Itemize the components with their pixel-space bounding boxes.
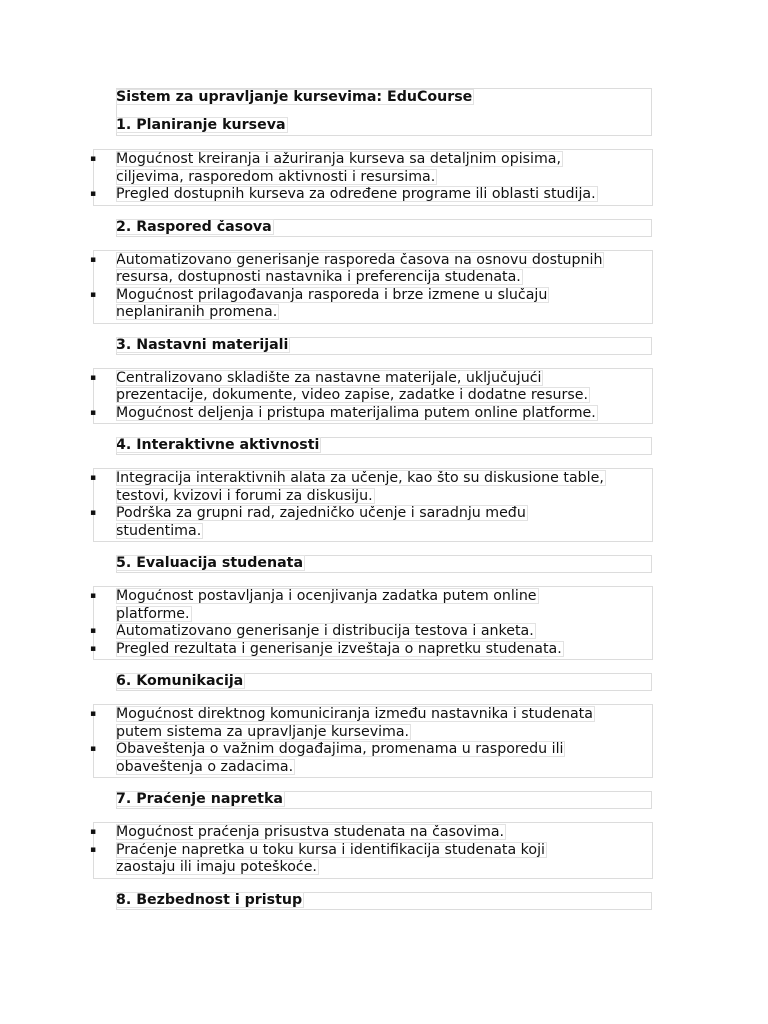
section-heading — [116, 437, 321, 454]
bullet-icon: ▪ — [90, 189, 97, 199]
list-item — [116, 505, 528, 522]
section-heading-text: 7. Praćenje napretka — [116, 791, 283, 807]
bullet-icon: ▪ — [90, 744, 97, 754]
section-heading — [116, 555, 305, 572]
list-item — [116, 842, 547, 859]
list-item-text: zaostaju ili imaju poteškoće. — [116, 859, 317, 875]
list-item-text: Mogućnost prilagođavanja rasporeda i brze izmene u slučaju — [116, 286, 548, 303]
list-item-text: resursa, dostupnosti nastavnika i preferencija studenata. — [116, 269, 521, 285]
list-item — [116, 623, 536, 640]
list-item — [116, 759, 295, 776]
list-item — [116, 287, 549, 304]
list-item-text: testovi, kvizovi i forumi za diskusiju. — [116, 487, 373, 504]
list-item — [116, 151, 563, 168]
section-heading-text: 3. Nastavni materijali — [116, 336, 289, 353]
bullet-icon: ▪ — [90, 626, 97, 636]
list-item — [116, 588, 539, 605]
list-item — [116, 824, 506, 841]
section-heading — [116, 117, 288, 134]
list-item-text: studentima. — [116, 522, 202, 539]
list-item-text: Podrška za grupni rad, zajedničko učenje i saradnju među — [116, 505, 526, 521]
list-item — [116, 470, 606, 487]
section-heading — [116, 219, 274, 236]
bullet-icon: ▪ — [90, 709, 97, 719]
list-item-text: ciljevima, rasporedom aktivnosti i resursima. — [116, 168, 436, 185]
list-item — [116, 741, 565, 758]
bullet-icon: ▪ — [90, 844, 97, 855]
list-item — [116, 304, 279, 321]
list-item — [116, 523, 203, 540]
list-item-text: putem sistema za upravljanje kursevima. — [116, 723, 410, 740]
list-item-text: Mogućnost kreiranja i ažuriranja kurseva sa detaljnim opisima, — [116, 151, 561, 167]
list-item-text: obaveštenja o zadacima. — [116, 758, 294, 775]
section-heading — [116, 337, 290, 354]
section-heading-text: 5. Evaluacija studenata — [116, 555, 304, 571]
bullet-icon: ▪ — [90, 407, 97, 418]
list-item-text: Mogućnost direktnog komuniciranja između nastavnika i studenata — [116, 706, 593, 722]
doc-title-text: Sistem za upravljanje kursevima: EduCourse — [116, 89, 473, 105]
list-item — [116, 387, 590, 404]
section-heading-text: 1. Planiranje kurseva — [116, 117, 286, 133]
bullet-icon: ▪ — [90, 289, 97, 300]
list-item-text: Mogućnost praćenja prisustva studenata na časovima. — [116, 824, 505, 840]
section-heading — [116, 791, 285, 808]
list-item-text: Automatizovano generisanje i distribucija testova i anketa. — [116, 623, 534, 639]
section-heading — [116, 892, 304, 909]
list-item — [116, 606, 192, 623]
list-item-text: Praćenje napretka u toku kursa i identifikacija studenata koji — [116, 841, 545, 858]
bullet-icon: ▪ — [90, 643, 97, 654]
doc-title — [116, 89, 474, 106]
section-heading-text: 6. Komunikacija — [116, 673, 244, 689]
list-item-text: Automatizovano generisanje rasporeda časova na osnovu dostupnih — [116, 251, 603, 268]
list-item-text: Integracija interaktivnih alata za učenje, kao što su diskusione table, — [116, 470, 604, 486]
section-heading-text: 8. Bezbednost i pristup — [116, 891, 303, 908]
list-item — [116, 252, 604, 269]
list-item-text: Centralizovano skladište za nastavne materijale, uključujući — [116, 369, 542, 386]
bullet-icon: ▪ — [90, 508, 97, 518]
list-item — [116, 488, 375, 505]
bullet-icon: ▪ — [90, 591, 97, 601]
list-item-text: Pregled dostupnih kurseva za određene programe ili oblasti studija. — [116, 186, 596, 202]
list-item-text: platforme. — [116, 605, 190, 622]
list-item-text: Mogućnost deljenja i pristupa materijalima putem online platforme. — [116, 404, 596, 421]
bullet-icon: ▪ — [90, 473, 97, 483]
list-item-text: prezentacije, dokumente, video zapise, zadatke i dodatne resurse. — [116, 387, 588, 403]
list-item — [116, 186, 598, 203]
list-item — [116, 706, 595, 723]
section-heading — [116, 673, 245, 690]
bullet-icon: ▪ — [90, 154, 97, 164]
bullet-icon: ▪ — [90, 827, 97, 837]
list-item — [116, 724, 411, 741]
section-heading-text: 2. Raspored časova — [116, 218, 272, 235]
bullet-icon: ▪ — [90, 254, 97, 265]
list-item-text: Pregled rezultata i generisanje izveštaja o napretku studenata. — [116, 640, 562, 657]
list-item-text: neplaniranih promena. — [116, 304, 278, 320]
list-item — [116, 641, 564, 658]
bullet-icon: ▪ — [90, 372, 97, 383]
list-item — [116, 859, 319, 876]
list-item — [116, 370, 543, 387]
list-item-text: Obaveštenja o važnim događajima, promenama u rasporedu ili — [116, 741, 564, 757]
list-item — [116, 169, 437, 186]
list-item — [116, 269, 523, 286]
list-item — [116, 405, 598, 422]
section-heading-text: 4. Interaktivne aktivnosti — [116, 437, 320, 453]
list-item-text: Mogućnost postavljanja i ocenjivanja zadatka putem online — [116, 588, 537, 604]
